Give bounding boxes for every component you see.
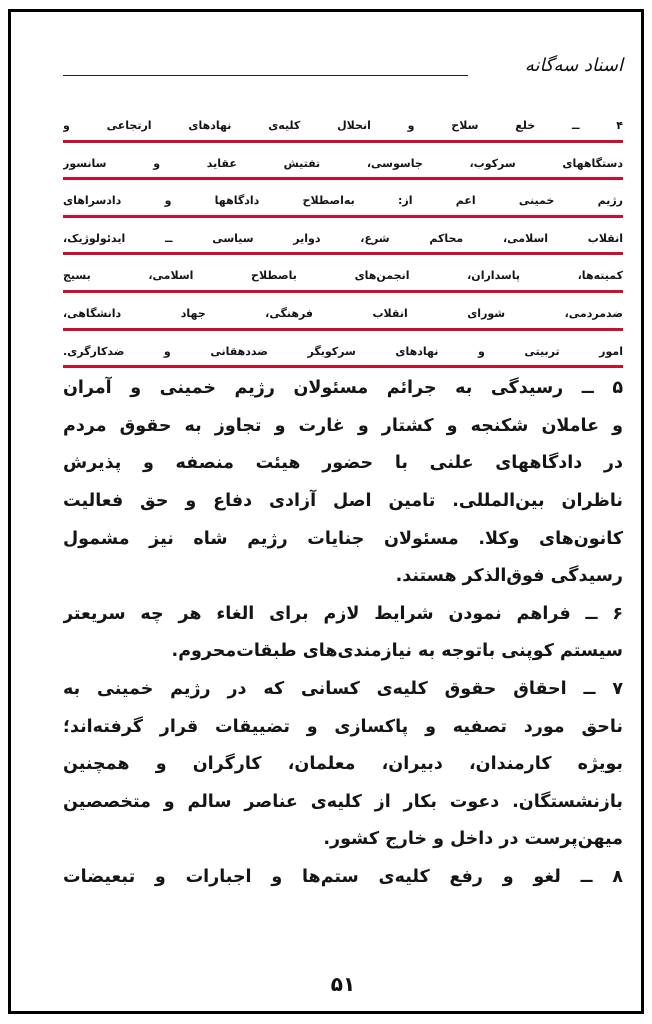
text-line-highlighted: ۴ ــ خلع سلاح و انحلال کلیه‌ی نهادهای ارتجاعی و (63, 107, 623, 145)
text-line-highlighted: انقلاب اسلامی، محاکم شرع، دوایر سیاسی ــ ایدئولوژیک، (63, 220, 623, 258)
text-line-highlighted: رژیم خمینی اعم از: به‌اصطلاح دادگاهها و دادسراهای (63, 182, 623, 220)
book-page (63, 51, 623, 1001)
text-line: و عاملان شکنجه و کشتار و غارت و تجاوز به حقوق مردم (63, 415, 623, 436)
header-title: اسناد سه‌گانه (524, 55, 623, 76)
text-line: ۵ ــ رسیدگی به جرائم مسئولان رژیم خمینی و آمران (63, 378, 623, 399)
text-line: رسیدگی فوق‌الذکر هستند. (395, 566, 623, 587)
text-line: ۸ ــ لغو و رفع کلیه‌ی ستم‌ها و اجبارات و تبعیضات (63, 866, 623, 887)
text-line-highlighted: دستگاههای سرکوب، جاسوسی، تفتیش عقاید و سانسور (63, 145, 623, 183)
body-text (63, 107, 623, 896)
text-line: در دادگاههای علنی با حضور هیئت منصفه و پذیرش (63, 453, 623, 474)
text-line: بویژه کارمندان، دبیران، معلمان، کارگران و همچنین (63, 754, 623, 775)
header-rule (63, 75, 468, 76)
page-frame (8, 9, 644, 1014)
running-header (63, 51, 623, 91)
text-line: بازنشستگان. دعوت بکار از کلیه‌ی عناصر سالم و متخصصین (63, 791, 623, 812)
text-line-highlighted: کمیته‌ها، پاسداران، انجمن‌های باصطلاح اسلامی، بسیج (63, 257, 623, 295)
text-line-highlighted: امور تربیتی و نهادهای سرکوبگر ضددهقانی و ضدکارگری. (63, 333, 623, 371)
text-line: ۷ ــ احقاق حقوق کلیه‌ی کسانی که در رژیم خمینی به (63, 678, 623, 699)
text-line: میهن‌پرست در داخل و خارج کشور. (323, 829, 623, 850)
text-line: سیستم کوپنی باتوجه به نیازمندی‌های طبقات‌محروم. (171, 641, 623, 662)
text-line: ناحق مورد تصفیه و پاکسازی و تضییقات قرار گرفته‌اند؛ (63, 716, 623, 737)
text-line: ۶ ــ فراهم نمودن شرایط لازم برای الغاء هر چه سریعتر (63, 603, 623, 624)
text-line-highlighted: ضدمردمی، شورای انقلاب فرهنگی، جهاد دانشگاهی، (63, 295, 623, 333)
text-line: ناظران بین‌المللی. تامین اصل آزادی دفاع و حق فعالیت (63, 490, 623, 511)
text-line: کانون‌های وکلا. مسئولان جنایات رژیم شاه نیز مشمول (63, 528, 623, 549)
page-number: ۵۱ (330, 972, 356, 996)
